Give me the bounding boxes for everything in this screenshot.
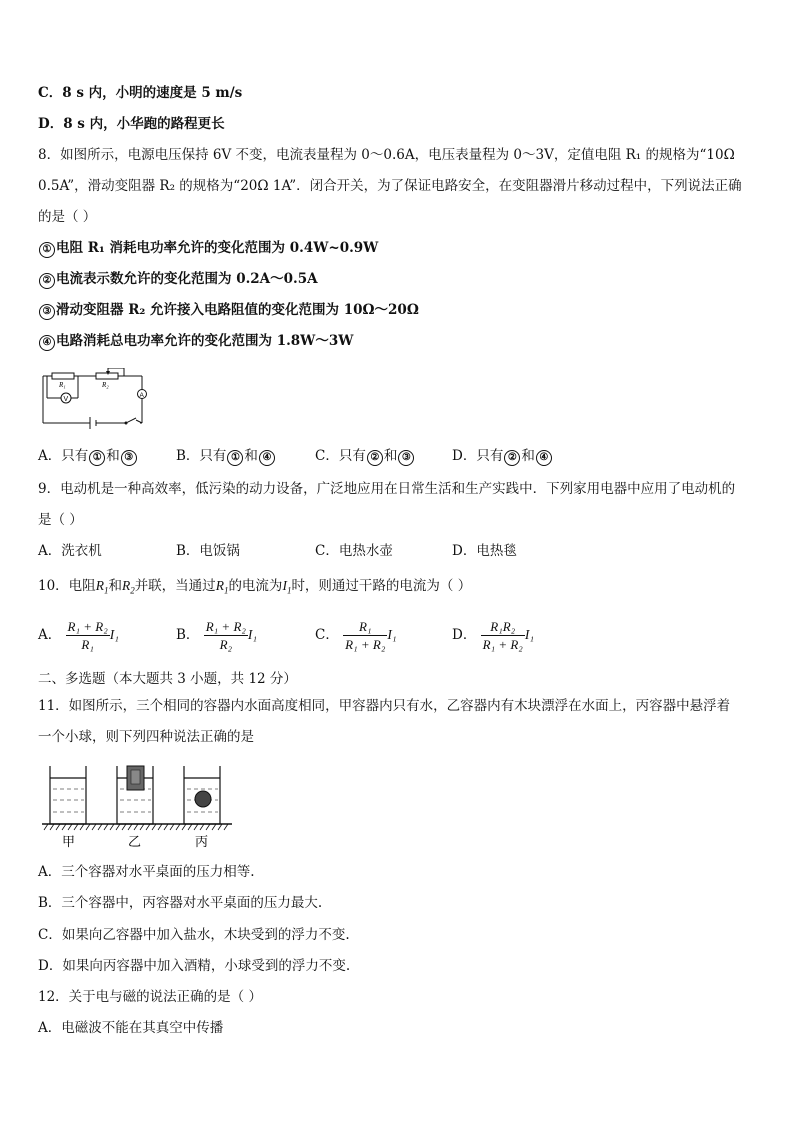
q12-stem: 12．关于电与磁的说法正确的是（ ） — [38, 989, 262, 1005]
q9-stem-1: 9．电动机是一种高效率，低污染的动力设备，广泛地应用在日常生活和生产实践中．下列家用电器中应用了电动机的 — [38, 481, 736, 497]
i1-symbol: $I_1$ — [282, 578, 292, 596]
q8-option-b — [176, 447, 276, 466]
q11-option-a: A．三个容器对水平桌面的压力相等. — [38, 864, 255, 880]
circled-3: ③ — [398, 450, 414, 466]
q8-b-mid: 和 — [244, 448, 258, 464]
q10-a-fraction: $\frac{\text{R₁ + R₂}}{\text{R₁}}$ — [67, 619, 108, 652]
r1-label: R₁ — [59, 381, 66, 389]
ball — [195, 791, 211, 807]
q8-stem-3: 的是（ ） — [38, 209, 97, 225]
q10-c-fraction: $\frac{\text{R₁}}{\text{R₁ + R₂}}$ — [345, 619, 386, 652]
statement-4-text: 电路消耗总电功率允许的变化范围为 1.8W～3W — [56, 333, 354, 349]
q10-b-i1: I₁ — [247, 627, 258, 642]
q10-option-c — [315, 618, 397, 653]
circled-2: ② — [504, 450, 520, 466]
r1-symbol: $R_1$ — [95, 578, 109, 596]
q9-option-c: C．电热水壶 — [315, 543, 393, 559]
circuit-diagram — [38, 368, 158, 430]
q10-c-label: C． — [315, 627, 339, 643]
q11-option-b: B．三个容器中，丙容器对水平桌面的压力最大. — [38, 895, 323, 911]
q8-c-prefix: C．只有 — [315, 448, 366, 464]
q8-option-c — [315, 447, 415, 466]
q11-option-c: C．如果向乙容器中加入盐水，木块受到的浮力不变. — [38, 927, 350, 943]
q10-option-d — [452, 618, 534, 653]
q10-option-a — [38, 618, 119, 653]
circled-3: ③ — [121, 450, 137, 466]
q8-b-prefix: B．只有 — [176, 448, 227, 464]
containers-figure — [38, 762, 238, 852]
label-jia: 甲 — [62, 835, 76, 850]
circled-2: ② — [39, 273, 55, 289]
circled-1: ① — [89, 450, 105, 466]
q8-statement-4 — [38, 332, 353, 351]
statement-2-text: 电流表示数允许的变化范围为 0.2A～0.5A — [56, 271, 318, 287]
circled-4: ④ — [536, 450, 552, 466]
section-2-heading: 二、多选题（本大题共 3 小题，共 12 分） — [38, 671, 297, 687]
q10-stem — [38, 577, 471, 600]
circled-4: ④ — [39, 335, 55, 351]
r2-label: R₂ — [102, 381, 109, 389]
q8-statement-3 — [38, 301, 419, 320]
q8-c-mid: 和 — [383, 448, 398, 464]
q9-option-d: D．电热毯 — [452, 543, 517, 559]
q12-option-a: A．电磁波不能在其真空中传播 — [38, 1020, 224, 1036]
statement-3-text: 滑动变阻器 R₂ 允许接入电路阻值的变化范围为 10Ω～20Ω — [56, 302, 419, 318]
q10-text-c: 的电流为 — [228, 578, 283, 594]
q9-option-a: A．洗衣机 — [38, 543, 102, 559]
option-c-line: C．8 s 内，小明的速度是 5 m/s — [38, 85, 243, 101]
statement-1-text: 电阻 R₁ 消耗电功率允许的变化范围为 0.4W~0.9W — [56, 240, 379, 256]
circled-4: ④ — [259, 450, 275, 466]
voltmeter-label: V — [63, 396, 69, 403]
q11-option-d: D．如果向丙容器中加入酒精，小球受到的浮力不变. — [38, 958, 351, 974]
q10-prefix: 10．电阻 — [38, 578, 96, 594]
q8-d-prefix: D．只有 — [452, 448, 504, 464]
q10-b-label: B． — [176, 627, 200, 643]
q10-a-i1: I₁ — [109, 627, 119, 642]
circled-2: ② — [367, 450, 383, 466]
circled-3: ③ — [39, 304, 55, 320]
q8-statement-1 — [38, 239, 378, 258]
circled-1: ① — [39, 242, 55, 258]
circled-1: ① — [227, 450, 243, 466]
q8-statement-2 — [38, 270, 318, 289]
q10-d-i1: I₁ — [524, 627, 535, 642]
option-d-line: D．8 s 内，小华跑的路程更长 — [38, 116, 225, 132]
q8-stem-1: 8．如图所示，电源电压保持 6V 不变，电流表量程为 0～0.6A，电压表量程为 0～3V，定值电阻 R₁ 的规格为“10Ω — [38, 147, 735, 163]
ammeter-label: A — [139, 392, 144, 399]
q10-option-b — [176, 618, 257, 653]
label-bing: 丙 — [195, 835, 209, 850]
q10-and: 和 — [108, 578, 122, 594]
q10-text-b: 并联，当通过 — [134, 578, 216, 594]
q9-stem-2: 是（ ） — [38, 512, 83, 528]
q11-stem-1: 11．如图所示，三个相同的容器内水面高度相同，甲容器内只有水，乙容器内有木块漂浮在水面上，丙容器中悬浮着 — [38, 698, 731, 714]
r2-symbol: $R_2$ — [121, 578, 135, 596]
q8-option-d — [452, 447, 553, 466]
r1-symbol-2: $R_1$ — [215, 578, 229, 596]
q10-b-fraction: $\frac{\text{R₁ + R₂}}{\text{R₂}}$ — [205, 619, 246, 652]
q8-a-mid: 和 — [106, 448, 120, 464]
q8-stem-2: 0.5A”，滑动变阻器 R₂ 的规格为“20Ω 1A”．闭合开关，为了保证电路安全，在变阻器滑片移动过程中，下列说法正确 — [38, 178, 742, 194]
q10-d-fraction: $\frac{\text{R₁R₂}}{\text{R₁ + R₂}}$ — [482, 619, 523, 652]
q10-a-label: A． — [38, 627, 62, 643]
q10-c-i1: I₁ — [387, 627, 397, 642]
q8-option-a — [38, 447, 138, 466]
q10-text-d: 时，则通过干路的电流为（ ） — [291, 578, 472, 594]
label-yi: 乙 — [128, 835, 142, 850]
q11-stem-2: 一个小球，则下列四种说法正确的是 — [38, 729, 254, 745]
q9-option-b: B．电饭锅 — [176, 543, 240, 559]
q8-d-mid: 和 — [521, 448, 535, 464]
q8-a-prefix: A．只有 — [38, 448, 89, 464]
q10-d-label: D． — [452, 627, 477, 643]
